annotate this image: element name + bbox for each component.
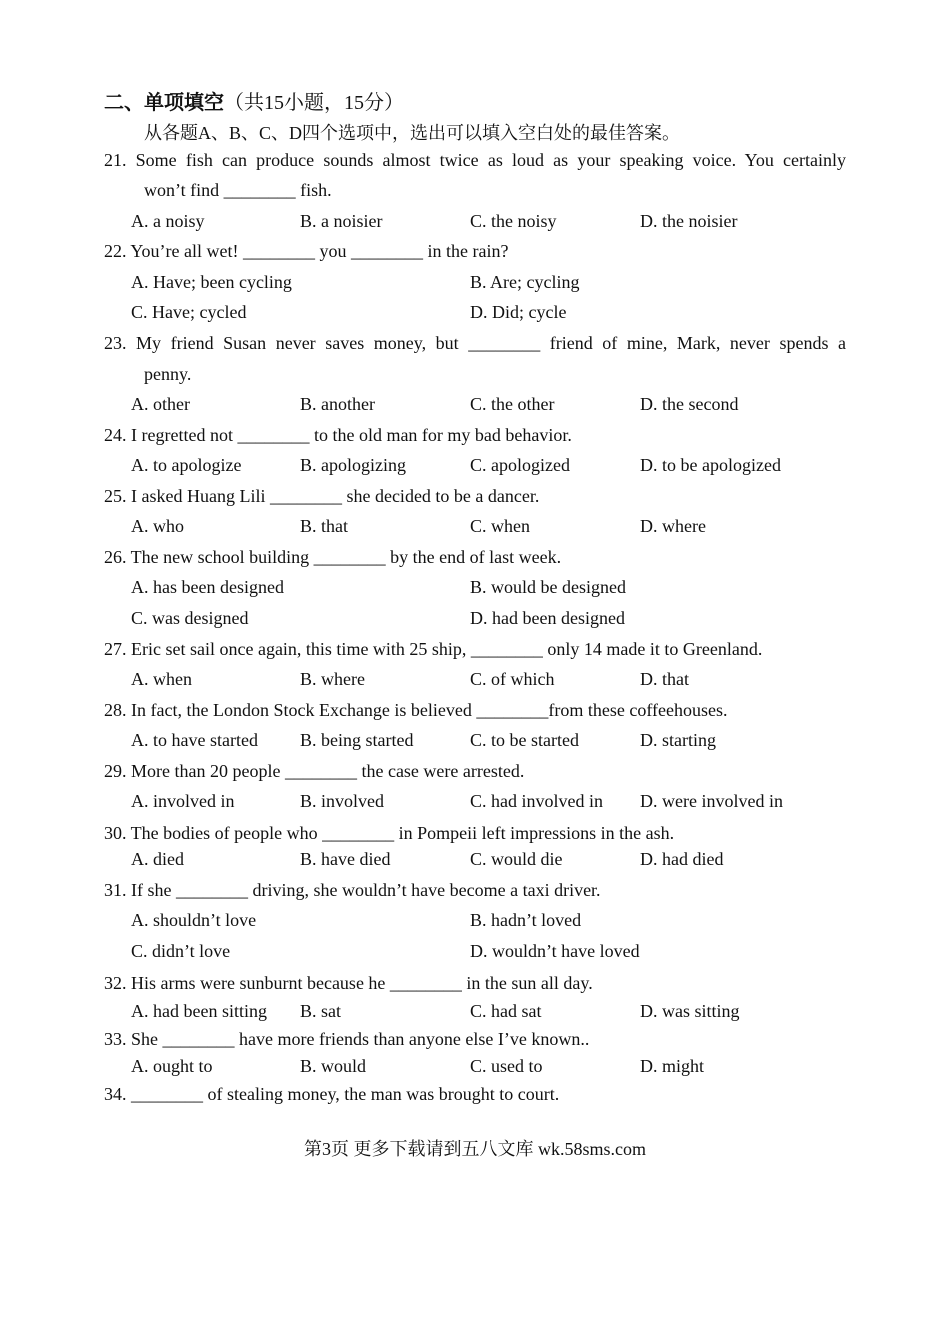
q22-option-d[interactable]: D. Did; cycle xyxy=(470,302,567,322)
q26-option-c[interactable]: C. was designed xyxy=(131,608,249,628)
q22-option-c[interactable]: C. Have; cycled xyxy=(131,302,247,322)
q25-option-c[interactable]: C. when xyxy=(470,516,530,536)
q28-option-a[interactable]: A. to have started xyxy=(131,730,258,750)
question-34-stem: 34. ________ of stealing money, the man was brought to court. xyxy=(104,1084,560,1104)
q23-option-d[interactable]: D. the second xyxy=(640,394,739,414)
section-title xyxy=(104,92,404,114)
q33-option-c[interactable]: C. used to xyxy=(470,1056,543,1076)
q30-option-a[interactable]: A. died xyxy=(131,849,184,869)
question-27-stem: 27. Eric set sail once again, this time with 25 ship, ________ only 14 made it to Greenland. xyxy=(104,639,763,659)
q27-option-d[interactable]: D. that xyxy=(640,669,689,689)
q27-option-b[interactable]: B. where xyxy=(300,669,365,689)
question-24-stem: 24. I regretted not ________ to the old man for my bad behavior. xyxy=(104,425,572,445)
question-28-stem: 28. In fact, the London Stock Exchange is believed ________from these coffeehouses. xyxy=(104,700,728,720)
q24-option-b[interactable]: B. apologizing xyxy=(300,455,406,475)
q24-option-d[interactable]: D. to be apologized xyxy=(640,455,781,475)
question-26-stem: 26. The new school building ________ by the end of last week. xyxy=(104,547,562,567)
q29-option-a[interactable]: A. involved in xyxy=(131,791,235,811)
q29-option-b[interactable]: B. involved xyxy=(300,791,384,811)
q29-option-d[interactable]: D. were involved in xyxy=(640,791,783,811)
q27-option-c[interactable]: C. of which xyxy=(470,669,555,689)
q26-option-a[interactable]: A. has been designed xyxy=(131,577,284,597)
q24-option-c[interactable]: C. apologized xyxy=(470,455,570,475)
q23-option-b[interactable]: B. another xyxy=(300,394,375,414)
q29-option-c[interactable]: C. had involved in xyxy=(470,791,603,811)
question-23-stem: 23. My friend Susan never saves money, but ________ friend of mine, Mark, never spends a xyxy=(104,333,846,353)
q25-option-a[interactable]: A. who xyxy=(131,516,184,536)
q27-option-a[interactable]: A. when xyxy=(131,669,192,689)
q21-option-c[interactable]: C. the noisy xyxy=(470,211,557,231)
q31-option-c[interactable]: C. didn’t love xyxy=(131,941,231,961)
q22-option-a[interactable]: A. Have; been cycling xyxy=(131,272,292,292)
question-22-stem: 22. You’re all wet! ________ you ________ in the rain? xyxy=(104,241,509,261)
q21-option-d[interactable]: D. the noisier xyxy=(640,211,738,231)
section-instruction: 从各题A、B、C、D四个选项中，选出可以填入空白处的最佳答案。 xyxy=(144,123,681,143)
q22-option-b[interactable]: B. Are; cycling xyxy=(470,272,580,292)
q31-option-d[interactable]: D. wouldn’t have loved xyxy=(470,941,640,961)
q25-option-b[interactable]: B. that xyxy=(300,516,348,536)
question-23-stem-cont: penny. xyxy=(144,364,192,384)
q23-option-c[interactable]: C. the other xyxy=(470,394,555,414)
q26-option-d[interactable]: D. had been designed xyxy=(470,608,625,628)
page-footer: 第3页 更多下载请到五八文库 wk.58sms.com xyxy=(304,1139,646,1159)
q32-option-b[interactable]: B. sat xyxy=(300,1001,342,1021)
q31-option-a[interactable]: A. shouldn’t love xyxy=(131,910,257,930)
question-32-stem: 32. His arms were sunburnt because he ________ in the sun all day. xyxy=(104,973,593,993)
question-31-stem: 31. If she ________ driving, she wouldn’t have become a taxi driver. xyxy=(104,880,601,900)
q24-option-a[interactable]: A. to apologize xyxy=(131,455,242,475)
q32-option-a[interactable]: A. had been sitting xyxy=(131,1001,267,1021)
q21-option-b[interactable]: B. a noisier xyxy=(300,211,383,231)
question-30-stem: 30. The bodies of people who ________ in Pompeii left impressions in the ash. xyxy=(104,823,675,843)
q30-option-d[interactable]: D. had died xyxy=(640,849,724,869)
question-29-stem: 29. More than 20 people ________ the case were arrested. xyxy=(104,761,525,781)
q32-option-c[interactable]: C. had sat xyxy=(470,1001,542,1021)
q31-option-b[interactable]: B. hadn’t loved xyxy=(470,910,582,930)
question-21-stem-cont: won’t find ________ fish. xyxy=(144,180,332,200)
q25-option-d[interactable]: D. where xyxy=(640,516,706,536)
q26-option-b[interactable]: B. would be designed xyxy=(470,577,626,597)
q30-option-c[interactable]: C. would die xyxy=(470,849,563,869)
q33-option-b[interactable]: B. would xyxy=(300,1056,367,1076)
question-25-stem: 25. I asked Huang Lili ________ she decided to be a dancer. xyxy=(104,486,540,506)
q30-option-b[interactable]: B. have died xyxy=(300,849,391,869)
q28-option-c[interactable]: C. to be started xyxy=(470,730,579,750)
q28-option-d[interactable]: D. starting xyxy=(640,730,716,750)
q32-option-d[interactable]: D. was sitting xyxy=(640,1001,740,1021)
q33-option-d[interactable]: D. might xyxy=(640,1056,705,1076)
question-21-stem: 21. Some fish can produce sounds almost twice as loud as your speaking voice. You certainly xyxy=(104,150,846,170)
section-title-text: 二、单项填空 xyxy=(104,92,224,114)
section-note: （共15小题，15分） xyxy=(224,92,404,114)
q23-option-a[interactable]: A. other xyxy=(131,394,190,414)
q28-option-b[interactable]: B. being started xyxy=(300,730,414,750)
q21-option-a[interactable]: A. a noisy xyxy=(131,211,205,231)
q33-option-a[interactable]: A. ought to xyxy=(131,1056,213,1076)
question-33-stem: 33. She ________ have more friends than anyone else I’ve known.. xyxy=(104,1029,590,1049)
